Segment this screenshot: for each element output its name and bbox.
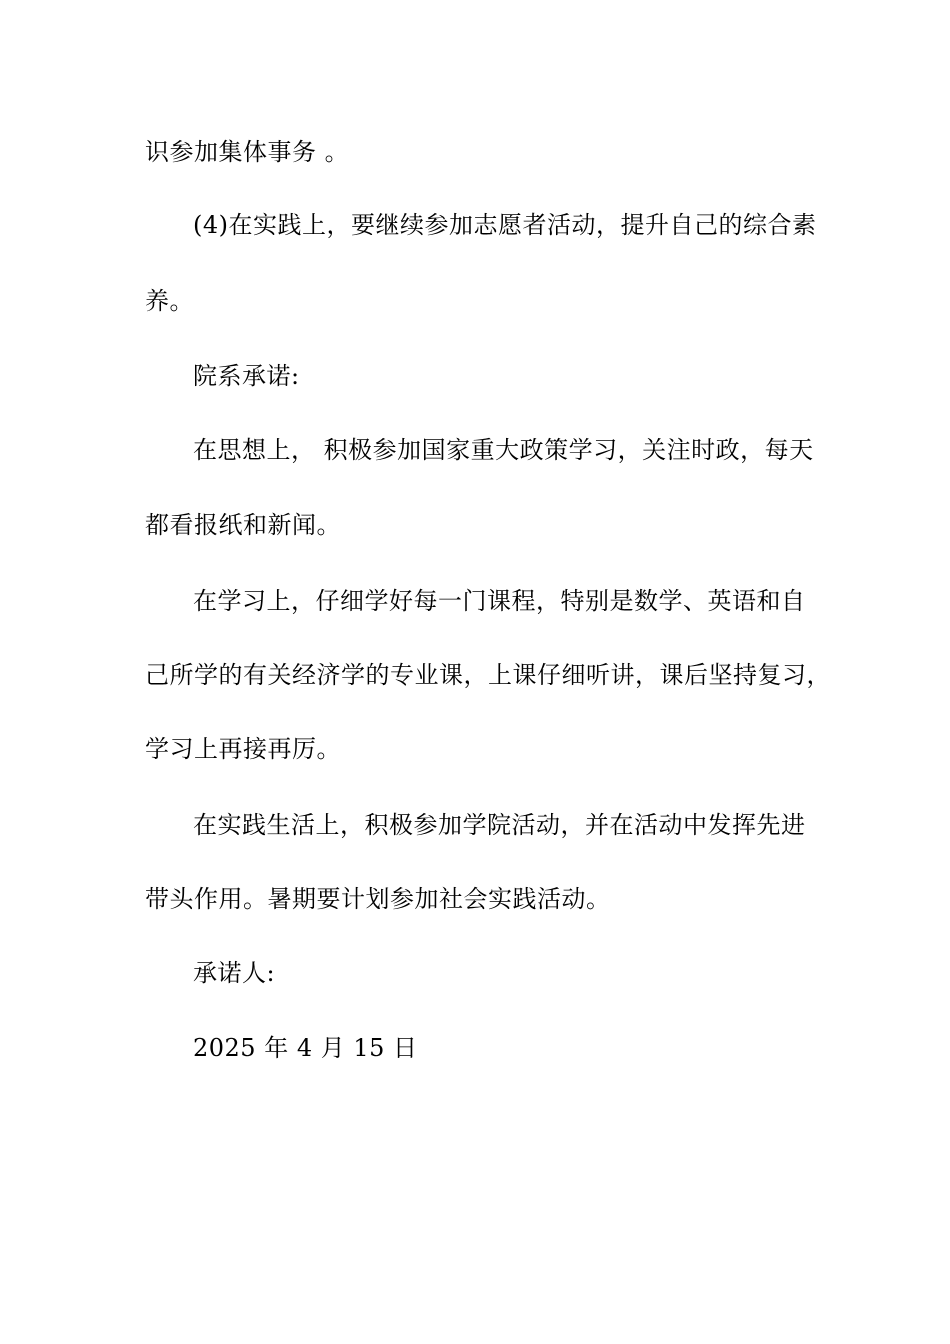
text-line: 带头作用。暑期要计划参加社会实践活动。 <box>145 885 611 913</box>
date-line: 2025 年 4 月 15 日 <box>193 1034 418 1062</box>
text-line: 在实践生活上，积极参加学院活动，并在活动中发挥先进 <box>193 811 806 839</box>
text-line: 在学习上，仔细学好每一门课程，特别是数学、英语和自 <box>193 587 806 615</box>
text-line: 学习上再接再厉。 <box>145 735 341 763</box>
text-line: 己所学的有关经济学的专业课，上课仔细听讲，课后坚持复习， <box>145 661 831 689</box>
text-line: 在思想上， 积极参加国家重大政策学习，关注时政，每天 <box>193 436 814 464</box>
section-heading: 院系承诺: <box>193 362 300 390</box>
text-line: 养。 <box>145 287 194 315</box>
signatory-label: 承诺人: <box>193 959 276 987</box>
text-line: 都看报纸和新闻。 <box>145 511 341 539</box>
text-line: (4)在实践上，要继续参加志愿者活动，提升自己的综合素 <box>193 211 817 239</box>
text-line: 识参加集体事务 。 <box>145 138 350 166</box>
